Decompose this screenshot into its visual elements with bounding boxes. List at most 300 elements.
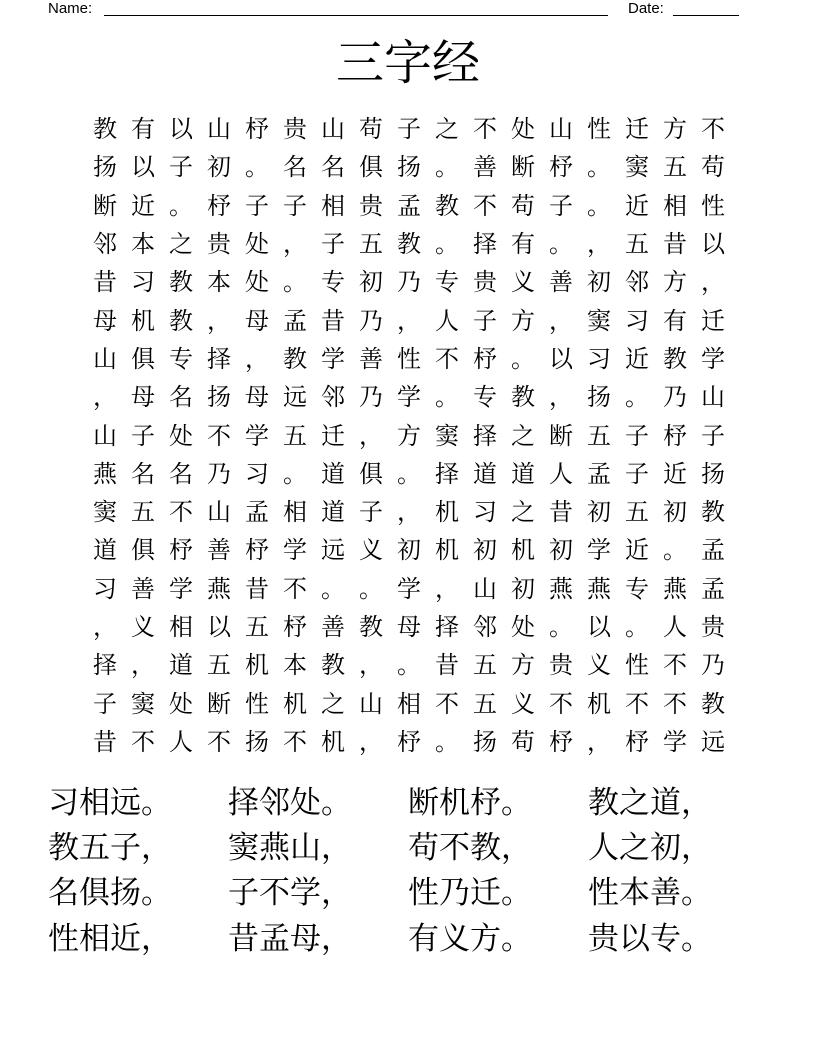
grid-cell: 燕 (549, 574, 573, 603)
grid-cell: 俱 (359, 459, 383, 488)
grid-cell: 善 (207, 536, 231, 565)
grid-cell: 不 (663, 651, 687, 680)
grid-cell: 贵 (701, 613, 725, 641)
grid-cell: 山 (359, 689, 383, 718)
grid-cell: 相 (663, 191, 687, 220)
grid-cell: 近 (625, 536, 649, 565)
grid-cell: 以 (131, 153, 155, 182)
grid-cell: 机 (131, 306, 155, 335)
grid-cell: 扬 (397, 153, 421, 182)
grid-cell: 习 (131, 268, 155, 297)
grid-cell: 学 (397, 383, 421, 412)
page-title: 三字经 (335, 35, 480, 91)
grid-cell: 。 (587, 191, 611, 220)
grid-cell: 义 (587, 651, 611, 680)
grid-cell: ， (587, 230, 611, 259)
grid-cell: 机 (511, 536, 535, 565)
grid-cell: 本 (283, 651, 307, 680)
grid-cell: 近 (131, 191, 155, 220)
grid-cell: 不 (131, 727, 155, 756)
worksheet-header (48, 0, 748, 20)
grid-cell: 择 (207, 344, 231, 373)
grid-cell: 五 (587, 421, 611, 450)
grid-cell: 杼 (625, 727, 649, 756)
word-bank-phrase: 习相远。 (48, 784, 172, 821)
grid-cell: 初 (587, 498, 611, 527)
grid-cell: 杼 (245, 536, 269, 565)
name-label: Name: (48, 0, 93, 17)
grid-row (86, 455, 732, 493)
grid-cell: 善 (131, 574, 155, 603)
grid-cell: 昔 (663, 230, 687, 259)
grid-cell: 。 (321, 574, 345, 603)
grid-row (86, 187, 732, 225)
grid-cell: 五 (625, 498, 649, 527)
grid-cell: 道 (473, 459, 497, 488)
grid-cell: 迁 (701, 306, 725, 335)
name-field-line[interactable] (104, 15, 608, 16)
grid-cell: 人 (663, 613, 687, 641)
grid-cell: 初 (359, 268, 383, 297)
grid-cell: 五 (245, 613, 269, 641)
grid-cell: 方 (663, 268, 687, 297)
grid-cell: 燕 (663, 574, 687, 603)
word-bank-row (48, 871, 768, 916)
grid-cell: 邻 (321, 383, 345, 412)
grid-cell: 五 (625, 230, 649, 259)
grid-cell: 山 (321, 115, 345, 144)
grid-cell: 教 (321, 651, 345, 680)
grid-cell: ， (397, 306, 421, 335)
grid-cell: 初 (473, 536, 497, 565)
grid-cell: 贵 (549, 651, 573, 680)
grid-cell: 不 (207, 727, 231, 756)
grid-cell: 杼 (283, 613, 307, 641)
grid-cell: 相 (283, 498, 307, 527)
grid-cell: 五 (473, 651, 497, 680)
grid-cell: 子 (359, 498, 383, 527)
grid-cell: 子 (625, 421, 649, 450)
grid-cell: 邻 (473, 613, 497, 641)
grid-cell: ， (131, 651, 155, 680)
grid-cell: ， (359, 421, 383, 450)
grid-cell: 扬 (587, 383, 611, 412)
grid-cell: ， (549, 383, 573, 412)
grid-cell: ， (549, 306, 573, 335)
grid-cell: 迁 (625, 115, 649, 144)
grid-cell: 近 (663, 459, 687, 488)
word-bank-phrase: 断机杼。 (408, 784, 532, 821)
grid-cell: 学 (169, 574, 193, 603)
word-bank-phrase: 有义方。 (408, 920, 532, 957)
grid-cell: ， (397, 498, 421, 527)
grid-cell: 子 (473, 306, 497, 335)
grid-cell: 燕 (207, 574, 231, 603)
grid-cell: 山 (207, 115, 231, 144)
grid-cell: 苟 (359, 115, 383, 144)
grid-cell: 相 (397, 689, 421, 718)
grid-cell: 贵 (473, 268, 497, 297)
grid-cell: 窦 (93, 498, 117, 527)
grid-cell: 杼 (549, 727, 573, 756)
grid-cell: 处 (245, 268, 269, 297)
grid-cell: 义 (131, 613, 155, 641)
grid-row (86, 225, 732, 263)
grid-cell: 名 (283, 153, 307, 182)
grid-cell: 学 (283, 536, 307, 565)
grid-cell: 方 (511, 651, 535, 680)
grid-cell: 教 (169, 306, 193, 335)
grid-cell: 苟 (701, 153, 725, 182)
grid-cell: 不 (435, 689, 459, 718)
grid-cell: 专 (321, 268, 345, 297)
grid-cell: 人 (549, 459, 573, 488)
grid-cell: 。 (549, 230, 573, 259)
grid-cell: 初 (397, 536, 421, 565)
grid-cell: 近 (625, 344, 649, 373)
grid-cell: 人 (435, 306, 459, 335)
word-bank-phrase: 苟不教， (408, 829, 532, 866)
grid-row (86, 570, 732, 608)
grid-cell: ， (245, 344, 269, 373)
grid-cell: 义 (511, 689, 535, 718)
grid-row (86, 110, 732, 148)
grid-cell: 义 (511, 268, 535, 297)
grid-cell: ， (359, 651, 383, 680)
grid-cell: 道 (511, 459, 535, 488)
grid-cell: 教 (93, 115, 117, 144)
grid-cell: 择 (435, 613, 459, 641)
grid-cell: 有 (511, 230, 535, 259)
grid-cell: 名 (169, 383, 193, 412)
grid-cell: 习 (587, 344, 611, 373)
grid-cell: 断 (207, 689, 231, 718)
grid-cell: 昔 (435, 651, 459, 680)
word-bank-phrase: 窦燕山， (228, 829, 352, 866)
grid-cell: 乃 (701, 651, 725, 680)
grid-cell: 子 (321, 230, 345, 259)
grid-cell: 远 (701, 727, 725, 756)
grid-row (86, 684, 732, 722)
grid-row (86, 608, 732, 646)
grid-cell: 俱 (131, 344, 155, 373)
grid-cell: ， (359, 727, 383, 756)
grid-cell: 道 (321, 459, 345, 488)
grid-cell: 母 (93, 306, 117, 335)
grid-cell: 迁 (321, 421, 345, 450)
grid-cell: 以 (549, 344, 573, 373)
grid-cell: 以 (169, 115, 193, 144)
grid-cell: 五 (207, 651, 231, 680)
word-search-grid (86, 110, 732, 761)
word-bank-row (48, 825, 768, 870)
grid-cell: 善 (359, 344, 383, 373)
date-field-line[interactable] (673, 15, 739, 16)
grid-cell: 初 (549, 536, 573, 565)
grid-cell: 道 (93, 536, 117, 565)
grid-cell: 杼 (549, 153, 573, 182)
grid-cell: 。 (359, 574, 383, 603)
grid-cell: 之 (511, 421, 535, 450)
word-bank (48, 780, 768, 961)
grid-cell: 专 (435, 268, 459, 297)
grid-cell: 不 (549, 689, 573, 718)
grid-cell: 乃 (359, 306, 383, 335)
grid-cell: 扬 (701, 459, 725, 488)
grid-row (86, 723, 732, 761)
grid-cell: ， (701, 268, 725, 297)
grid-cell: 昔 (321, 306, 345, 335)
grid-cell: 杼 (663, 421, 687, 450)
grid-cell: 窦 (625, 153, 649, 182)
word-bank-phrase: 昔孟母， (228, 920, 352, 957)
grid-cell: 习 (93, 574, 117, 603)
grid-cell: 燕 (93, 459, 117, 488)
grid-cell: 处 (511, 613, 535, 641)
grid-cell: 孟 (701, 574, 725, 603)
grid-cell: 性 (245, 689, 269, 718)
grid-cell: 教 (435, 191, 459, 220)
grid-cell: 杼 (207, 191, 231, 220)
grid-cell: 机 (435, 498, 459, 527)
grid-cell: 初 (511, 574, 535, 603)
grid-cell: 有 (131, 115, 155, 144)
grid-cell: 学 (701, 344, 725, 373)
grid-cell: 子 (397, 115, 421, 144)
grid-cell: 学 (397, 574, 421, 603)
grid-row (86, 263, 732, 301)
grid-cell: 苟 (511, 727, 535, 756)
grid-cell: 习 (473, 498, 497, 527)
grid-cell: 机 (587, 689, 611, 718)
grid-cell: 教 (397, 230, 421, 259)
grid-cell: 邻 (93, 230, 117, 259)
word-bank-row (48, 780, 768, 825)
grid-cell: 孟 (245, 498, 269, 527)
grid-cell: 。 (511, 344, 535, 373)
grid-cell: 山 (473, 574, 497, 603)
grid-cell: 初 (207, 153, 231, 182)
grid-cell: 五 (283, 421, 307, 450)
word-bank-phrase: 性乃迁。 (408, 875, 532, 912)
grid-cell: 名 (321, 153, 345, 182)
grid-cell: 教 (359, 613, 383, 641)
grid-cell: 相 (321, 191, 345, 220)
grid-cell: 乃 (207, 459, 231, 488)
grid-cell: 山 (93, 344, 117, 373)
grid-cell: 善 (473, 153, 497, 182)
grid-cell: 不 (625, 689, 649, 718)
grid-cell: 不 (283, 574, 307, 603)
grid-cell: 扬 (473, 727, 497, 756)
grid-cell: 五 (663, 153, 687, 182)
grid-cell: 教 (663, 344, 687, 373)
grid-cell: 苟 (511, 191, 535, 220)
grid-row (86, 340, 732, 378)
grid-cell: 杼 (473, 344, 497, 373)
grid-cell: 之 (169, 230, 193, 259)
grid-cell: 。 (397, 651, 421, 680)
grid-cell: 不 (207, 421, 231, 450)
grid-cell: 子 (549, 191, 573, 220)
grid-cell: 断 (549, 421, 573, 450)
grid-cell: 山 (701, 383, 725, 412)
grid-cell: 昔 (93, 268, 117, 297)
grid-cell: 择 (93, 651, 117, 680)
grid-cell: ， (435, 574, 459, 603)
grid-cell: 教 (701, 689, 725, 718)
grid-cell: 机 (321, 727, 345, 756)
grid-cell: 方 (511, 306, 535, 335)
grid-cell: 教 (169, 268, 193, 297)
word-bank-phrase: 子不学， (228, 875, 352, 912)
grid-cell: 性 (587, 115, 611, 144)
grid-cell: 不 (169, 498, 193, 527)
grid-cell: 机 (245, 651, 269, 680)
word-bank-phrase: 名俱扬。 (48, 875, 172, 912)
grid-cell: 母 (245, 383, 269, 412)
grid-cell: 近 (625, 191, 649, 220)
grid-cell: 母 (245, 306, 269, 335)
word-bank-phrase: 人之初， (588, 829, 712, 866)
grid-cell: 五 (359, 230, 383, 259)
grid-cell: 之 (321, 689, 345, 718)
grid-cell: 远 (283, 383, 307, 412)
grid-cell: 乃 (359, 383, 383, 412)
grid-cell: 。 (587, 153, 611, 182)
grid-cell: 昔 (245, 574, 269, 603)
grid-cell: 处 (511, 115, 535, 144)
grid-cell: 学 (245, 421, 269, 450)
grid-cell: 昔 (93, 727, 117, 756)
grid-cell: 孟 (397, 191, 421, 220)
grid-cell: 子 (169, 153, 193, 182)
grid-cell: 处 (169, 689, 193, 718)
grid-cell: 乃 (397, 268, 421, 297)
grid-cell: 教 (283, 344, 307, 373)
grid-cell: 窦 (587, 306, 611, 335)
grid-cell: 不 (473, 115, 497, 144)
grid-cell: 以 (207, 613, 231, 641)
grid-cell: 子 (131, 421, 155, 450)
grid-cell: 有 (663, 306, 687, 335)
grid-row (86, 378, 732, 416)
grid-cell: 窦 (435, 421, 459, 450)
grid-cell: 山 (93, 421, 117, 450)
grid-cell: 杼 (397, 727, 421, 756)
grid-cell: 。 (663, 536, 687, 565)
grid-cell: 专 (473, 383, 497, 412)
grid-cell: 孟 (283, 306, 307, 335)
grid-cell: 孟 (701, 536, 725, 565)
grid-cell: 俱 (131, 536, 155, 565)
grid-cell: 专 (169, 344, 193, 373)
grid-row (86, 646, 732, 684)
grid-cell: 子 (701, 421, 725, 450)
grid-cell: 五 (473, 689, 497, 718)
grid-cell: 邻 (625, 268, 649, 297)
grid-cell: 学 (663, 727, 687, 756)
grid-cell: 处 (245, 230, 269, 259)
word-bank-phrase: 教之道， (588, 784, 712, 821)
grid-cell: 。 (169, 191, 193, 220)
grid-cell: 性 (397, 344, 421, 373)
word-bank-row (48, 916, 768, 961)
grid-cell: 子 (283, 191, 307, 220)
grid-row (86, 493, 732, 531)
grid-cell: 不 (663, 689, 687, 718)
grid-cell: 窦 (131, 689, 155, 718)
grid-cell: 初 (587, 268, 611, 297)
grid-cell: 之 (511, 498, 535, 527)
grid-cell: 母 (397, 613, 421, 641)
grid-cell: 俱 (359, 153, 383, 182)
grid-cell: 性 (701, 191, 725, 220)
word-bank-phrase: 性相近， (48, 920, 172, 957)
grid-cell: 杼 (245, 115, 269, 144)
grid-cell: 贵 (359, 191, 383, 220)
word-bank-phrase: 择邻处。 (228, 784, 352, 821)
grid-cell: ， (587, 727, 611, 756)
grid-cell: 习 (625, 306, 649, 335)
grid-cell: 。 (283, 268, 307, 297)
grid-cell: 贵 (207, 230, 231, 259)
grid-cell: 道 (321, 498, 345, 527)
grid-cell: 子 (625, 459, 649, 488)
grid-row (86, 148, 732, 186)
grid-cell: 山 (549, 115, 573, 144)
grid-cell: 不 (473, 191, 497, 220)
grid-cell: 相 (169, 613, 193, 641)
grid-cell: 处 (169, 421, 193, 450)
grid-cell: ， (207, 306, 231, 335)
grid-cell: 贵 (283, 115, 307, 144)
grid-cell: 扬 (207, 383, 231, 412)
grid-cell: ， (93, 383, 117, 412)
grid-row (86, 416, 732, 454)
grid-cell: 不 (701, 115, 725, 144)
grid-cell: 本 (207, 268, 231, 297)
grid-cell: 。 (283, 459, 307, 488)
grid-cell: 方 (397, 421, 421, 450)
grid-cell: 择 (435, 459, 459, 488)
grid-cell: 学 (321, 344, 345, 373)
grid-cell: 杼 (169, 536, 193, 565)
grid-cell: 名 (131, 459, 155, 488)
grid-cell: ， (93, 613, 117, 641)
grid-cell: 教 (511, 383, 535, 412)
grid-cell: 道 (169, 651, 193, 680)
grid-cell: 择 (473, 421, 497, 450)
grid-cell: 子 (93, 689, 117, 718)
grid-cell: 。 (245, 153, 269, 182)
grid-cell: 专 (625, 574, 649, 603)
grid-cell: 义 (359, 536, 383, 565)
grid-cell: ， (283, 230, 307, 259)
grid-cell: 习 (245, 459, 269, 488)
grid-cell: 扬 (93, 153, 117, 182)
grid-cell: 子 (245, 191, 269, 220)
grid-cell: 学 (587, 536, 611, 565)
grid-cell: 之 (435, 115, 459, 144)
grid-cell: 。 (397, 459, 421, 488)
grid-cell: 人 (169, 727, 193, 756)
grid-cell: 教 (701, 498, 725, 527)
grid-cell: 昔 (549, 498, 573, 527)
word-bank-phrase: 贵以专。 (588, 920, 712, 957)
grid-cell: 机 (435, 536, 459, 565)
grid-cell: 。 (435, 153, 459, 182)
